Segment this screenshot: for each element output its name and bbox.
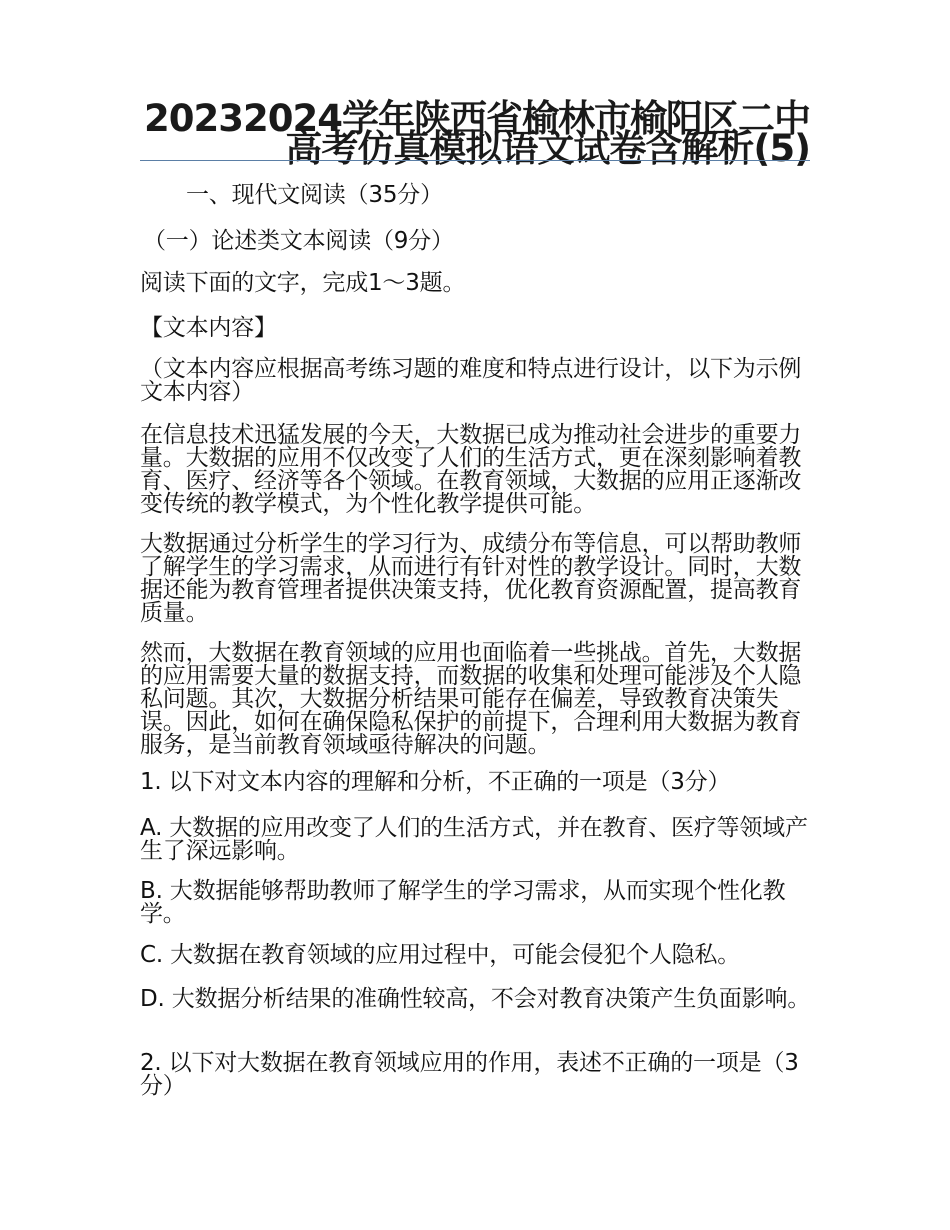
- subsection-heading: （一）论述类文本阅读（9分）: [143, 228, 454, 254]
- note-paragraph: （文本内容应根据高考练习题的难度和特点进行设计，以下为示例文本内容）: [140, 356, 802, 405]
- question-1-option-b: B. 大数据能够帮助教师了解学生的学习需求，从而实现个性化教学。: [140, 878, 786, 927]
- body-paragraph-3: 然而，大数据在教育领域的应用也面临着一些挑战。首先，大数据的应用需要大量的数据支持，而数据的收集和处理可能涉及个人隐私问题。其次，大数据分析结果可能存在偏差，导致教育决策失误。因此，如何在确保隐私保护的前提下，合理利用大数据为教育服务，是当前教育领域亟待解决的问题。: [140, 640, 802, 758]
- text-content-label: 【文本内容】: [140, 315, 277, 341]
- question-1-stem: 1. 以下对文本内容的理解和分析，不正确的一项是（3分）: [140, 769, 731, 795]
- question-1-option-d: D. 大数据分析结果的准确性较高，不会对教育决策产生负面影响。: [140, 986, 811, 1012]
- body-paragraph-2: 大数据通过分析学生的学习行为、成绩分布等信息，可以帮助教师了解学生的学习需求，从而进行有针对性的教学设计。同时，大数据还能为教育管理者提供决策支持，优化教育资源配置，提高教育质量。: [140, 531, 802, 626]
- document-title: 20232024学年陕西省榆林市榆阳区二中高考仿真模拟语文试卷含解析(5): [144, 97, 810, 170]
- section-heading: 一、现代文阅读（35分）: [186, 182, 443, 208]
- question-2-stem: 2. 以下对大数据在教育领域应用的作用，表述不正确的一项是（3分）: [140, 1050, 799, 1099]
- title-underline: [140, 160, 810, 161]
- question-1-option-c: C. 大数据在教育领域的应用过程中，可能会侵犯个人隐私。: [140, 942, 741, 968]
- body-paragraph-1: 在信息技术迅猛发展的今天，大数据已成为推动社会进步的重要力量。大数据的应用不仅改变了人们的生活方式，更在深刻影响着教育、医疗、经济等各个领域。在教育领域，大数据的应用正逐渐改变传统的教学模式，为个性化教学提供可能。: [140, 422, 802, 517]
- reading-instruction: 阅读下面的文字，完成1～3题。: [140, 270, 466, 296]
- question-1-option-a: A. 大数据的应用改变了人们的生活方式，并在教育、医疗等领域产生了深远影响。: [140, 815, 808, 864]
